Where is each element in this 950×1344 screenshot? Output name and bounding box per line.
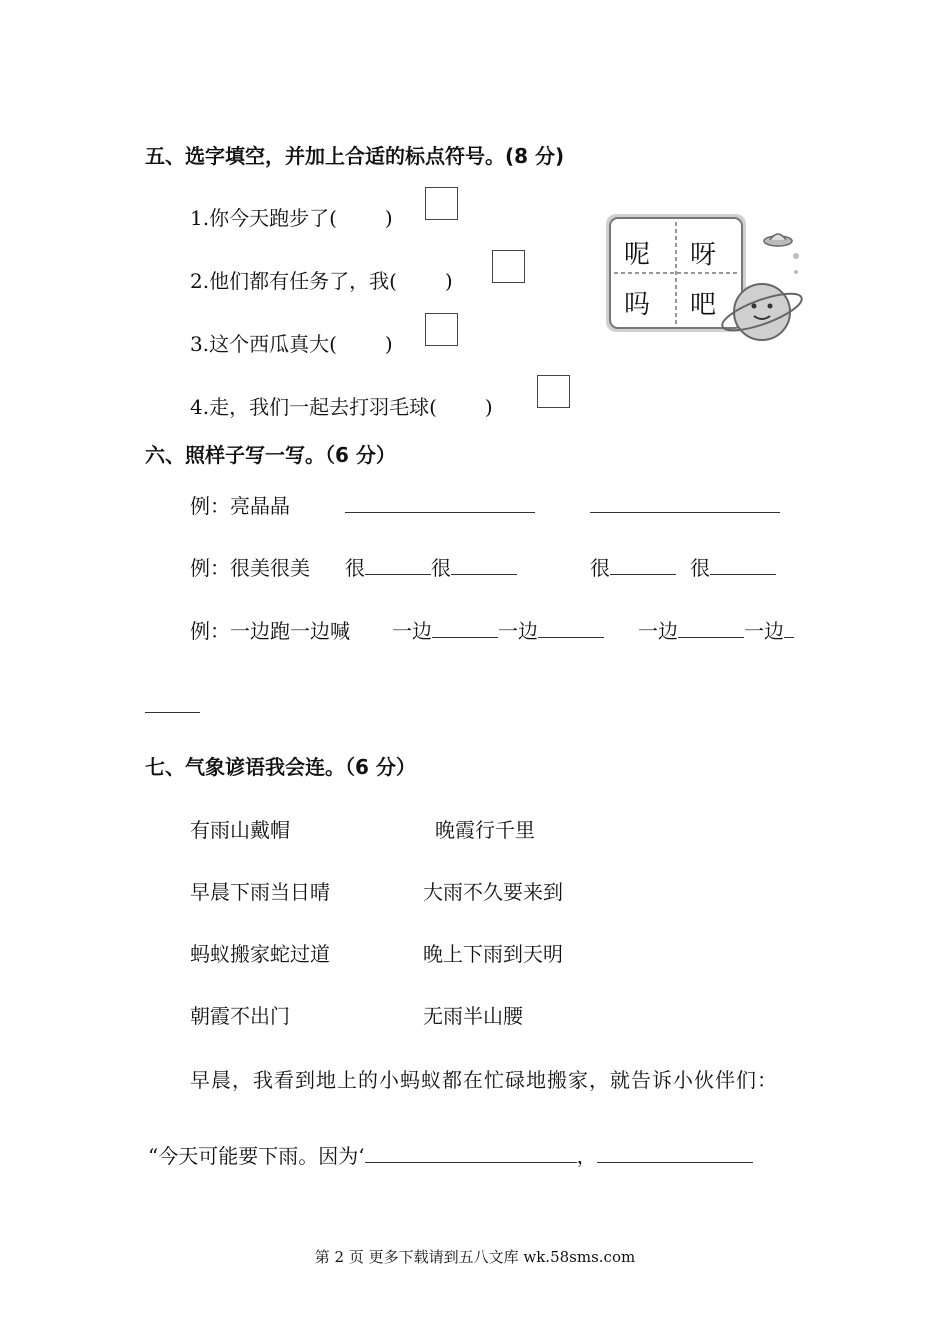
word-choice-illustration	[600, 208, 810, 348]
example-row-1	[190, 490, 290, 519]
paragraph-line-1: 早晨，我看到地上的小蚂蚁都在忙碌地搬家，就告诉小伙伴们：	[190, 1068, 778, 1092]
hen-label: 很	[690, 556, 710, 580]
answer-line-continued[interactable]	[145, 694, 200, 713]
proverb-right-1[interactable]: 晚霞行千里	[435, 818, 535, 842]
proverb-left-3[interactable]: 蚂蚁搬家蛇过道	[190, 942, 330, 966]
hen-label: 很	[431, 556, 451, 580]
answer-line[interactable]	[432, 619, 498, 638]
proverb-right-2[interactable]: 大雨不久要来到	[423, 880, 563, 904]
yibian-label: 一边	[638, 619, 678, 643]
answer-line[interactable]	[538, 619, 604, 638]
answer-line[interactable]	[345, 494, 535, 513]
fill-item-1	[190, 202, 393, 231]
proverb-right-3[interactable]: 晚上下雨到天明	[423, 942, 563, 966]
page-footer: 第 2 页 更多下载请到五八文库 wk.58sms.com	[314, 1248, 636, 1266]
answer-line[interactable]	[365, 1144, 577, 1163]
section7-heading: 七、气象谚语我会连。（6 分）	[145, 755, 416, 779]
comma: ，	[576, 1144, 597, 1168]
close-paren: )	[384, 332, 393, 356]
fill-item-2	[190, 265, 453, 294]
answer-line[interactable]	[784, 619, 794, 638]
fill-item-2-text: 2.他们都有任务了，我(	[190, 269, 397, 293]
example-row-2	[190, 552, 310, 581]
proverb-left-1[interactable]: 有雨山戴帽	[190, 818, 290, 842]
fill-item-4-text: 4.走，我们一起去打羽毛球(	[190, 395, 437, 419]
answer-line[interactable]	[365, 556, 431, 575]
example-3-text: 例：一边跑一边喊	[190, 619, 350, 643]
yibian-label: 一边	[744, 619, 784, 643]
proverb-right-4[interactable]: 无雨半山腰	[423, 1004, 523, 1028]
fill-item-1-text: 1.你今天跑步了(	[190, 206, 337, 230]
punctuation-box-3[interactable]	[425, 313, 458, 346]
choice-ya: 呀	[690, 240, 717, 270]
answer-line[interactable]	[590, 494, 780, 513]
punctuation-box-1[interactable]	[425, 187, 458, 220]
choice-ba: 吧	[690, 290, 717, 320]
answer-line[interactable]	[678, 619, 744, 638]
paragraph-line-2-text: “今天可能要下雨。因为‘	[148, 1144, 365, 1168]
example-row-2-answers-b	[590, 552, 776, 581]
yibian-label: 一边	[392, 619, 432, 643]
hen-label: 很	[590, 556, 610, 580]
example-row-2-answers	[345, 552, 517, 581]
choice-ne: 呢	[624, 240, 651, 270]
close-paren: )	[384, 206, 393, 230]
answer-line[interactable]	[597, 1144, 753, 1163]
proverb-left-4[interactable]: 朝霞不出门	[190, 1004, 290, 1028]
hen-label: 很	[345, 556, 365, 580]
punctuation-box-4[interactable]	[537, 375, 570, 408]
example-row-3	[190, 615, 350, 644]
paragraph-line-2	[148, 1140, 753, 1169]
answer-line[interactable]	[710, 556, 776, 575]
fill-item-3	[190, 328, 393, 357]
punctuation-box-2[interactable]	[492, 250, 525, 283]
example-row-3-answers-b	[638, 615, 794, 644]
section6-heading: 六、照样子写一写。（6 分）	[145, 443, 396, 467]
section5-heading: 五、选字填空，并加上合适的标点符号。(8 分)	[145, 144, 565, 168]
fill-item-3-text: 3.这个西瓜真大(	[190, 332, 337, 356]
planet-icon	[734, 284, 790, 340]
answer-line[interactable]	[451, 556, 517, 575]
fill-item-4	[190, 391, 493, 420]
close-paren: )	[484, 395, 493, 419]
proverb-left-2[interactable]: 早晨下雨当日晴	[190, 880, 330, 904]
close-paren: )	[444, 269, 453, 293]
choice-ma: 吗	[624, 290, 651, 320]
yibian-label: 一边	[498, 619, 538, 643]
example-1-text: 例：亮晶晶	[190, 494, 290, 518]
answer-line[interactable]	[610, 556, 676, 575]
example-2-text: 例：很美很美	[190, 556, 310, 580]
example-row-3-answers	[392, 615, 604, 644]
